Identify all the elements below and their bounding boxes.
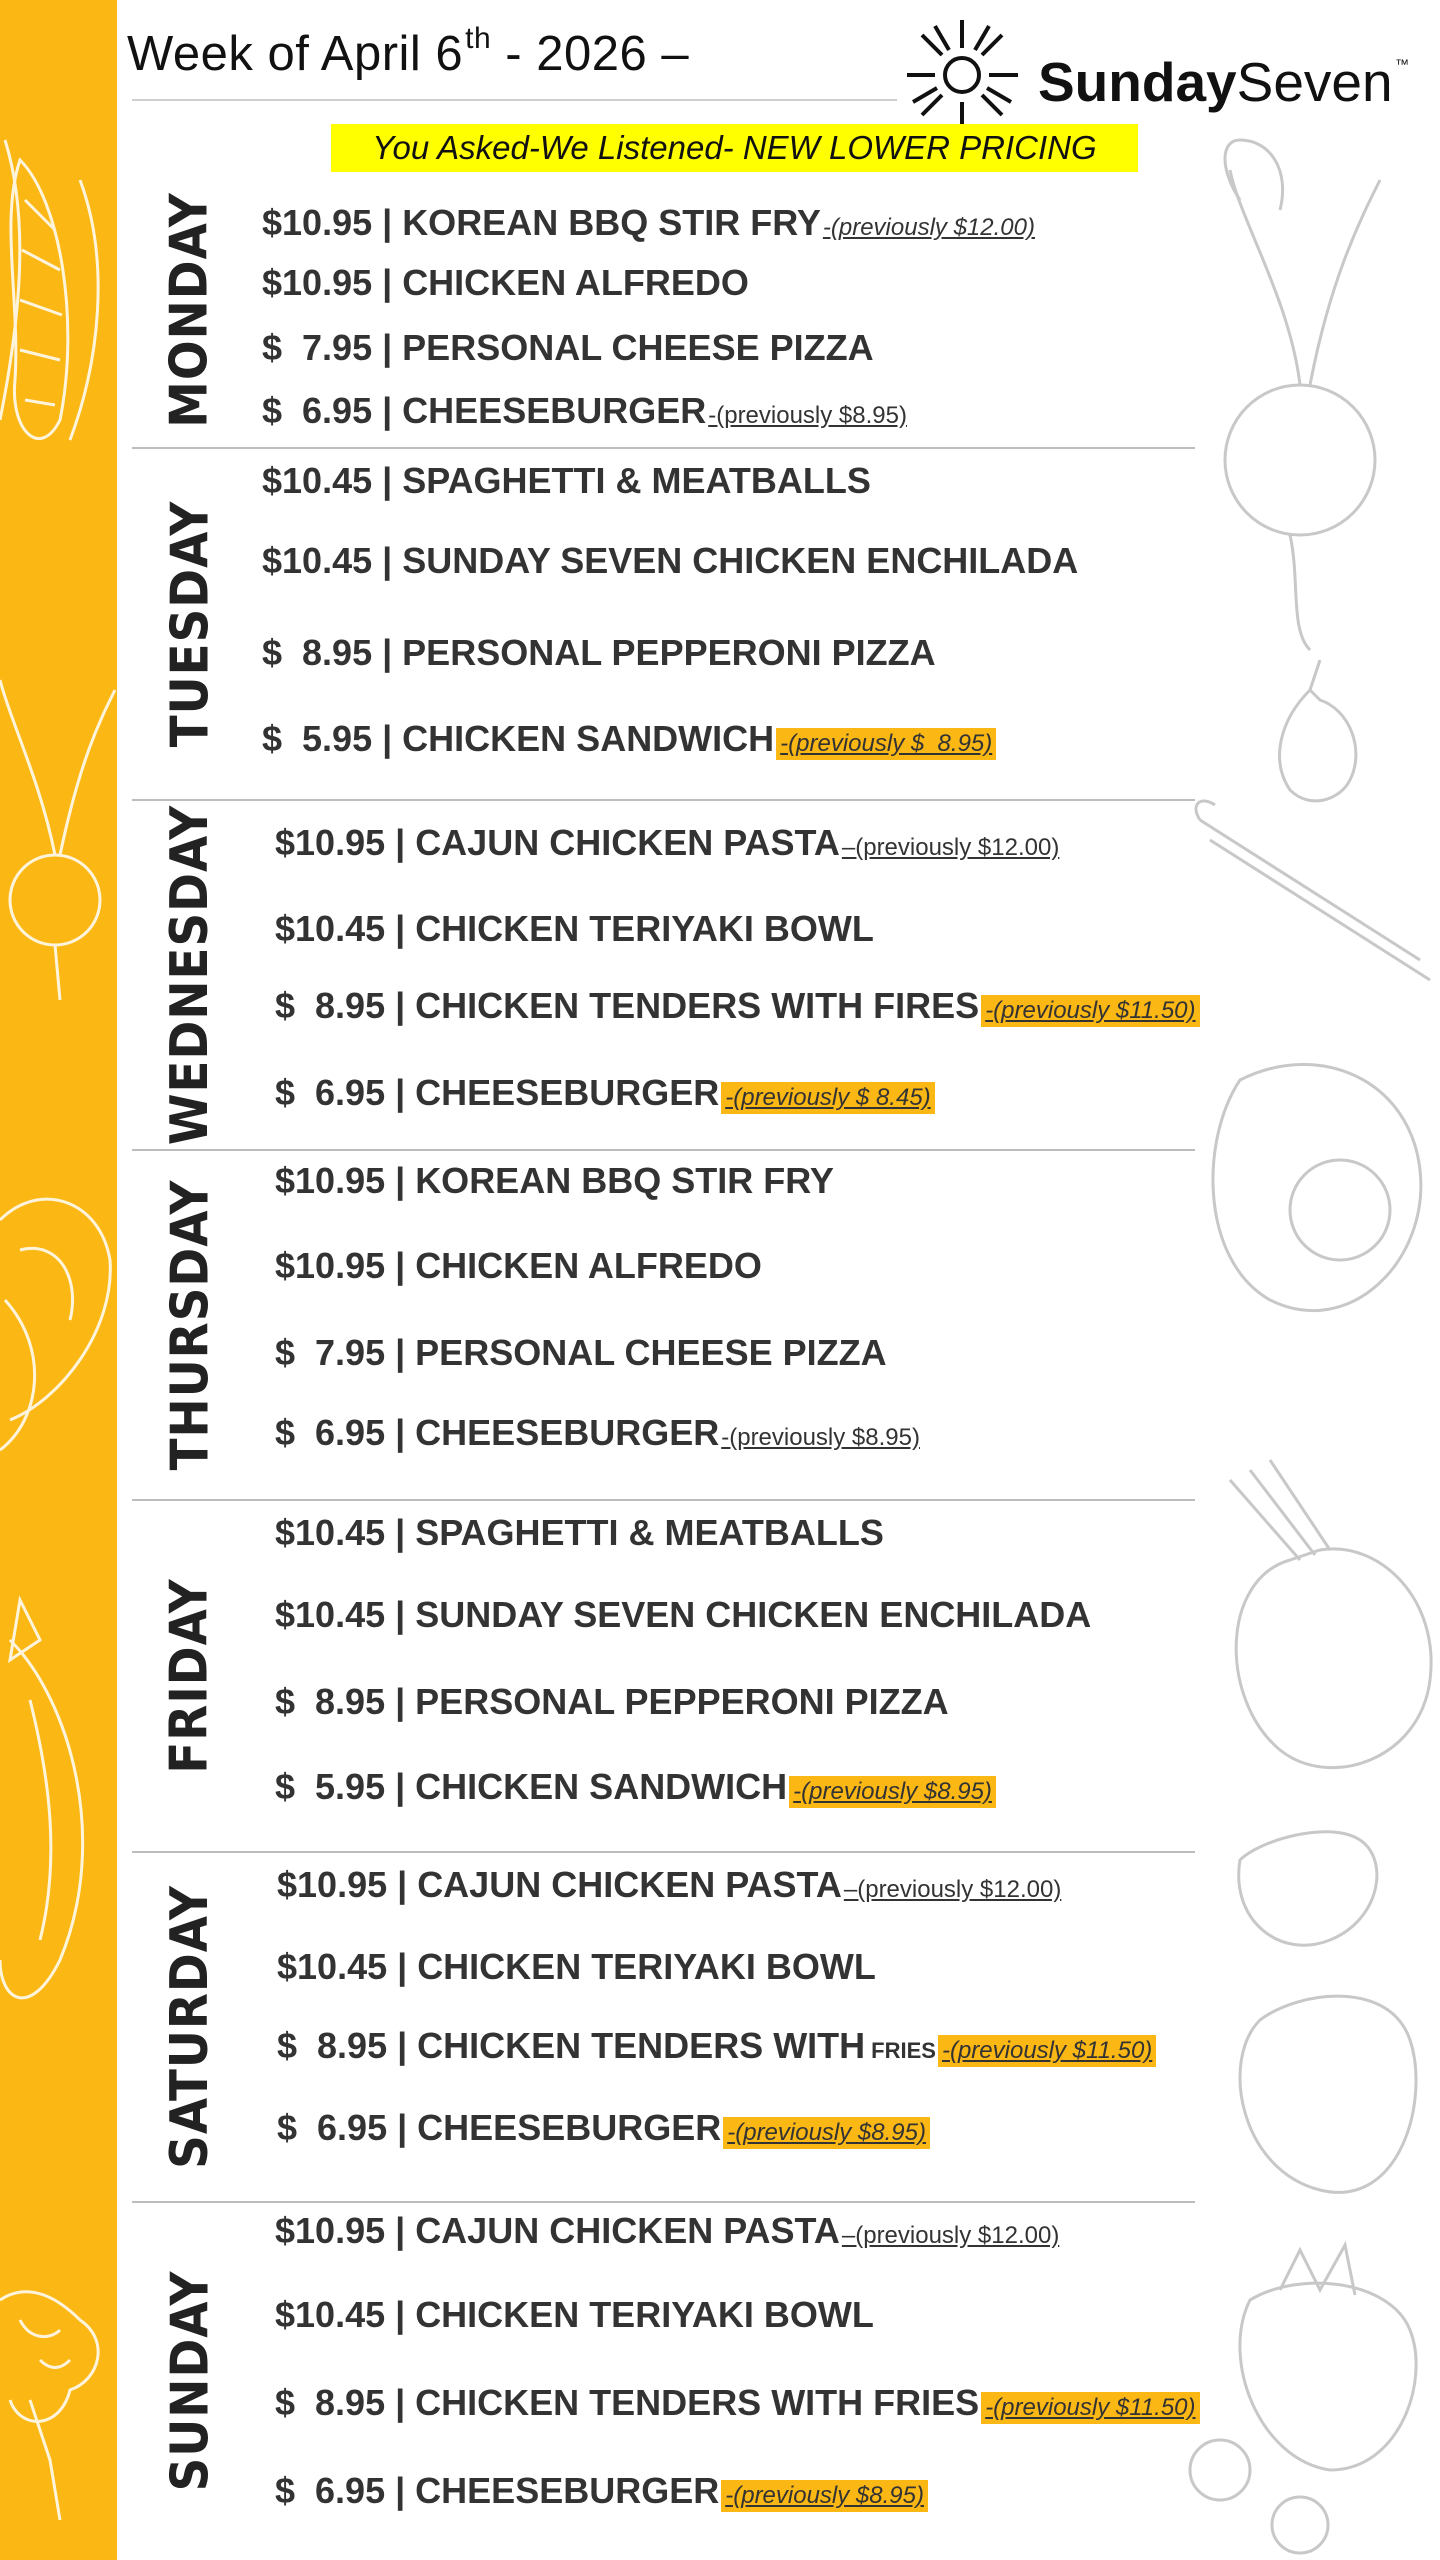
item-separator: | bbox=[395, 2470, 406, 2511]
menu-item bbox=[262, 718, 996, 760]
brand-name bbox=[1038, 50, 1393, 114]
item-price: $10.95 bbox=[277, 1864, 388, 1905]
item-name: CAJUN CHICKEN PASTA bbox=[415, 2210, 840, 2251]
item-name: CHICKEN TENDERS WITH FRIES bbox=[415, 2382, 980, 2423]
day-label-saturday bbox=[130, 1852, 250, 2202]
pricing-banner: You Asked-We Listened- NEW LOWER PRICING bbox=[331, 124, 1138, 172]
brand-name-bold: Sunday bbox=[1038, 51, 1237, 113]
item-separator: | bbox=[395, 1072, 406, 1113]
previous-price-note: -(previously $8.95) bbox=[708, 402, 907, 429]
previous-price-note: -(previously $8.95) bbox=[721, 2480, 928, 2512]
menu-item bbox=[275, 1594, 1091, 1636]
item-price: $ 6.95 bbox=[275, 1412, 386, 1453]
item-name-small: FRIES bbox=[871, 2038, 936, 2063]
menu-item bbox=[262, 390, 907, 432]
menu-item bbox=[275, 1332, 887, 1374]
day-label-wednesday bbox=[130, 800, 250, 1150]
menu-item bbox=[275, 1412, 920, 1454]
menu-item bbox=[277, 1864, 1061, 1906]
item-price: $10.95 bbox=[275, 822, 386, 863]
item-name: KOREAN BBQ STIR FRY bbox=[415, 1160, 834, 1201]
day-name: TUESDAY bbox=[160, 500, 221, 748]
previous-price-note: –(previously $12.00) bbox=[841, 834, 1060, 861]
brand-trademark: ™ bbox=[1395, 56, 1409, 72]
menu-item bbox=[262, 460, 871, 502]
item-price: $ 7.95 bbox=[262, 327, 373, 368]
item-name: SUNDAY SEVEN CHICKEN ENCHILADA bbox=[415, 1594, 1092, 1635]
item-separator: | bbox=[382, 262, 393, 303]
item-price: $10.45 bbox=[262, 540, 373, 581]
item-separator: | bbox=[395, 822, 406, 863]
brand-name-light: Seven bbox=[1236, 51, 1393, 113]
day-divider bbox=[132, 1499, 1195, 1501]
item-separator: | bbox=[397, 2107, 408, 2148]
item-name: CHICKEN TERIYAKI BOWL bbox=[415, 908, 874, 949]
day-name: THURSDAY bbox=[160, 1179, 221, 1471]
menu-item bbox=[275, 2470, 928, 2512]
menu-item bbox=[275, 1245, 762, 1287]
item-separator: | bbox=[397, 1864, 408, 1905]
item-price: $10.95 bbox=[275, 2210, 386, 2251]
item-separator: | bbox=[395, 908, 406, 949]
item-name: PERSONAL PEPPERONI PIZZA bbox=[402, 632, 936, 673]
item-name: SUNDAY SEVEN CHICKEN ENCHILADA bbox=[402, 540, 1079, 581]
menu-item bbox=[275, 2382, 1200, 2424]
item-price: $10.95 bbox=[275, 1245, 386, 1286]
week-title-suffix: - 2026 – bbox=[491, 27, 690, 81]
item-price: $ 8.95 bbox=[275, 2382, 386, 2423]
previous-price-note: -(previously $8.95) bbox=[789, 1776, 996, 1808]
week-title-ordinal: th bbox=[465, 22, 492, 55]
item-separator: | bbox=[395, 985, 406, 1026]
item-separator: | bbox=[397, 1946, 408, 1987]
item-price: $10.45 bbox=[275, 908, 386, 949]
menu-item bbox=[275, 1072, 935, 1114]
item-separator: | bbox=[382, 540, 393, 581]
item-separator: | bbox=[395, 1594, 406, 1635]
item-price: $ 7.95 bbox=[275, 1332, 386, 1373]
previous-price-note: -(previously $ 8.45) bbox=[721, 1082, 934, 1114]
menu-item bbox=[262, 632, 936, 674]
item-separator: | bbox=[395, 1766, 406, 1807]
item-price: $ 6.95 bbox=[275, 2470, 386, 2511]
item-separator: | bbox=[382, 460, 393, 501]
item-separator: | bbox=[395, 1245, 406, 1286]
item-price: $ 8.95 bbox=[277, 2025, 388, 2066]
item-price: $10.95 bbox=[275, 1160, 386, 1201]
title-divider bbox=[132, 99, 897, 101]
day-divider bbox=[132, 1149, 1195, 1151]
menu-item bbox=[275, 1160, 834, 1202]
day-name: SUNDAY bbox=[160, 2270, 220, 2492]
item-price: $ 6.95 bbox=[277, 2107, 388, 2148]
produce-illustration-left bbox=[0, 0, 117, 2560]
item-price: $ 8.95 bbox=[275, 985, 386, 1026]
menu-item bbox=[277, 2107, 930, 2149]
previous-price-note: -(previously $11.50) bbox=[938, 2035, 1156, 2067]
day-name: WEDNESDAY bbox=[160, 804, 221, 1146]
item-separator: | bbox=[395, 1512, 406, 1553]
previous-price-note: -(previously $11.50) bbox=[981, 2392, 1199, 2424]
previous-price-note: -(previously $8.95) bbox=[723, 2117, 930, 2149]
item-separator: | bbox=[395, 1412, 406, 1453]
item-name: CHICKEN TERIYAKI BOWL bbox=[417, 1946, 876, 1987]
item-price: $10.45 bbox=[275, 1512, 386, 1553]
item-separator: | bbox=[395, 2294, 406, 2335]
item-price: $10.95 bbox=[262, 262, 373, 303]
day-name: MONDAY bbox=[160, 192, 220, 428]
menu-item bbox=[277, 2025, 1156, 2067]
item-price: $ 6.95 bbox=[275, 1072, 386, 1113]
menu-item bbox=[262, 327, 874, 369]
menu-item bbox=[262, 202, 1035, 244]
item-separator: | bbox=[382, 390, 393, 431]
previous-price-note: -(previously $8.95) bbox=[721, 1424, 920, 1451]
menu-item bbox=[275, 985, 1200, 1027]
item-separator: | bbox=[395, 1160, 406, 1201]
menu-item bbox=[262, 540, 1078, 582]
menu-item bbox=[275, 822, 1059, 864]
item-name: PERSONAL PEPPERONI PIZZA bbox=[415, 1681, 949, 1722]
item-price: $10.45 bbox=[275, 1594, 386, 1635]
week-title-prefix: Week of April 6 bbox=[127, 27, 464, 81]
menu-item bbox=[277, 1946, 876, 1988]
produce-illustration-right bbox=[1180, 0, 1440, 2560]
menu-item bbox=[275, 908, 874, 950]
item-price: $ 8.95 bbox=[275, 1681, 386, 1722]
item-name: CHICKEN ALFREDO bbox=[415, 1245, 762, 1286]
day-divider bbox=[132, 799, 1195, 801]
item-separator: | bbox=[395, 2382, 406, 2423]
day-divider bbox=[132, 2201, 1195, 2203]
item-price: $10.45 bbox=[277, 1946, 388, 1987]
day-label-thursday bbox=[130, 1150, 250, 1500]
item-name: CAJUN CHICKEN PASTA bbox=[415, 822, 840, 863]
item-name: CHEESEBURGER bbox=[402, 390, 707, 431]
item-name: CHICKEN TERIYAKI BOWL bbox=[415, 2294, 874, 2335]
item-name: CHEESEBURGER bbox=[417, 2107, 722, 2148]
day-label-tuesday bbox=[130, 448, 250, 800]
day-label-friday bbox=[130, 1500, 250, 1852]
day-name: FRIDAY bbox=[160, 1578, 220, 1774]
item-separator: | bbox=[395, 2210, 406, 2251]
side-accent-band bbox=[0, 0, 117, 2560]
item-name: CHEESEBURGER bbox=[415, 1412, 720, 1453]
menu-item bbox=[275, 2294, 874, 2336]
item-name: CAJUN CHICKEN PASTA bbox=[417, 1864, 842, 1905]
week-title bbox=[127, 22, 689, 82]
item-separator: | bbox=[382, 718, 393, 759]
day-divider bbox=[132, 447, 1195, 449]
item-name: PERSONAL CHEESE PIZZA bbox=[402, 327, 874, 368]
item-name: KOREAN BBQ STIR FRY bbox=[402, 202, 821, 243]
menu-item bbox=[275, 1681, 949, 1723]
previous-price-note: -(previously $12.00) bbox=[822, 214, 1035, 241]
brand-logo bbox=[905, 18, 1425, 128]
item-name: CHICKEN TENDERS WITH bbox=[417, 2025, 866, 2066]
item-separator: | bbox=[397, 2025, 408, 2066]
item-name: SPAGHETTI & MEATBALLS bbox=[402, 460, 871, 501]
previous-price-note: -(previously $11.50) bbox=[981, 995, 1199, 1027]
item-separator: | bbox=[382, 632, 393, 673]
day-name: SATURDAY bbox=[160, 1885, 220, 2169]
item-name: CHICKEN SANDWICH bbox=[415, 1766, 788, 1807]
item-price: $10.95 bbox=[262, 202, 373, 243]
item-price: $ 5.95 bbox=[262, 718, 373, 759]
item-name: CHEESEBURGER bbox=[415, 2470, 720, 2511]
item-name: SPAGHETTI & MEATBALLS bbox=[415, 1512, 884, 1553]
item-name: CHICKEN SANDWICH bbox=[402, 718, 775, 759]
item-separator: | bbox=[395, 1332, 406, 1373]
item-price: $ 6.95 bbox=[262, 390, 373, 431]
menu-item bbox=[262, 262, 749, 304]
item-name: CHICKEN TENDERS WITH FIRES bbox=[415, 985, 980, 1026]
day-divider bbox=[132, 1851, 1195, 1853]
sun-logo-icon bbox=[905, 18, 1020, 133]
menu-item bbox=[275, 1766, 996, 1808]
item-separator: | bbox=[382, 202, 393, 243]
item-price: $10.45 bbox=[275, 2294, 386, 2335]
day-label-monday bbox=[130, 172, 250, 448]
item-name: CHEESEBURGER bbox=[415, 1072, 720, 1113]
item-price: $10.45 bbox=[262, 460, 373, 501]
item-separator: | bbox=[382, 327, 393, 368]
previous-price-note: -(previously $ 8.95) bbox=[776, 728, 996, 760]
item-name: PERSONAL CHEESE PIZZA bbox=[415, 1332, 887, 1373]
item-name: CHICKEN ALFREDO bbox=[402, 262, 749, 303]
previous-price-note: –(previously $12.00) bbox=[841, 2222, 1060, 2249]
item-price: $ 5.95 bbox=[275, 1766, 386, 1807]
day-label-sunday bbox=[130, 2202, 250, 2560]
previous-price-note: –(previously $12.00) bbox=[843, 1876, 1062, 1903]
menu-item bbox=[275, 1512, 884, 1554]
item-separator: | bbox=[395, 1681, 406, 1722]
item-price: $ 8.95 bbox=[262, 632, 373, 673]
menu-item bbox=[275, 2210, 1059, 2252]
